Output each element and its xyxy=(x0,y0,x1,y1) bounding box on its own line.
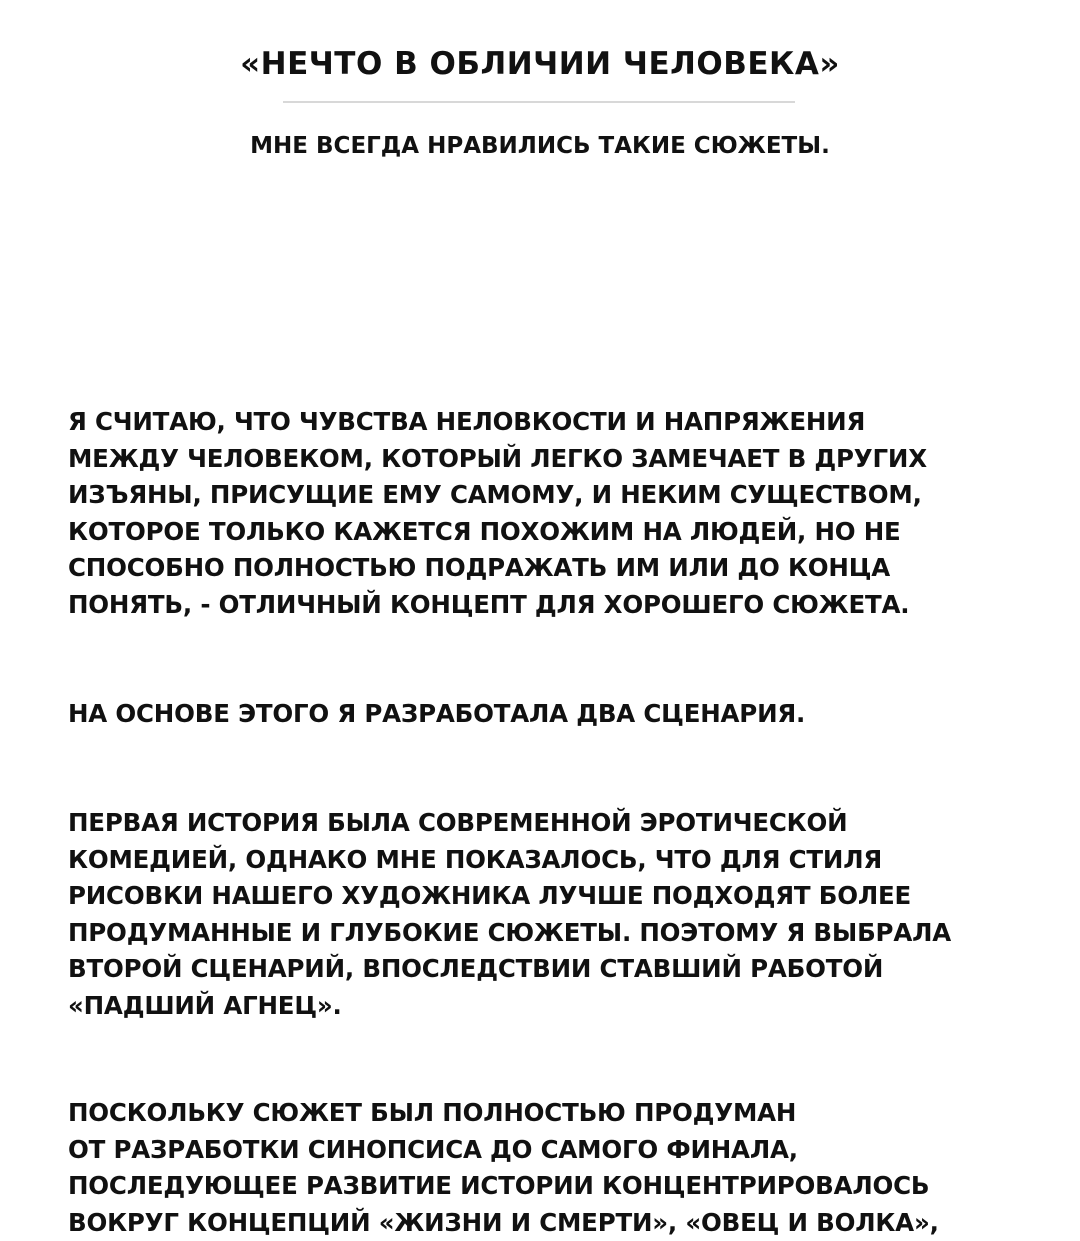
paragraph-concept: Я СЧИТАЮ, ЧТО ЧУВСТВА НЕЛОВКОСТИ И НАПРЯЖЕНИЯ МЕЖДУ ЧЕЛОВЕКОМ, КОТОРЫЙ ЛЕГКО ЗАМЕЧАЕТ В ДРУГИХ ИЗЪЯНЫ, ПРИСУЩИЕ ЕМУ САМОМУ, И НЕКИМ СУЩЕСТВОМ, КОТОРОЕ ТОЛЬКО КАЖЕТСЯ ПОХОЖИМ НА ЛЮДЕЙ, НО НЕ СПОСОБНО ПОЛНОСТЬЮ ПОДРАЖАТЬ ИМ ИЛИ ДО КОНЦА ПОНЯТЬ, - ОТЛИЧНЫЙ КОНЦЕПТ ДЛЯ ХОРОШЕГО СЮЖЕТА. xyxy=(68,407,927,619)
paragraph-scenarios: НА ОСНОВЕ ЭТОГО Я РАЗРАБОТАЛА ДВА СЦЕНАРИЯ. xyxy=(68,699,806,728)
page-subtitle: МНЕ ВСЕГДА НРАВИЛИСЬ ТАКИЕ СЮЖЕТЫ. xyxy=(250,133,830,159)
title-divider xyxy=(283,101,795,103)
page-title: «НЕЧТО В ОБЛИЧИИ ЧЕЛОВЕКА» xyxy=(240,46,840,82)
paragraph-plot-development: ПОСКОЛЬКУ СЮЖЕТ БЫЛ ПОЛНОСТЬЮ ПРОДУМАН ОТ РАЗРАБОТКИ СИНОПСИСА ДО САМОГО ФИНАЛА, ПОСЛЕДУЮЩЕЕ РАЗВИТИЕ ИСТОРИИ КОНЦЕНТРИРОВАЛОСЬ ВОКРУГ КОНЦЕПЦИЙ «ЖИЗНИ И СМЕРТИ», «ОВЕЦ И ВОЛКА», xyxy=(68,1098,939,1237)
paragraph-first-story: ПЕРВАЯ ИСТОРИЯ БЫЛА СОВРЕМЕННОЙ ЭРОТИЧЕСКОЙ КОМЕДИЕЙ, ОДНАКО МНЕ ПОКАЗАЛОСЬ, ЧТО ДЛЯ СТИЛЯ РИСОВКИ НАШЕГО ХУДОЖНИКА ЛУЧШЕ ПОДХОДЯТ БОЛЕЕ ПРОДУМАННЫЕ И ГЛУБОКИЕ СЮЖЕТЫ. ПОЭТОМУ Я ВЫБРАЛА ВТОРОЙ СЦЕНАРИЙ, ВПОСЛЕДСТВИИ СТАВШИЙ РАБОТОЙ «ПАДШИЙ АГНЕЦ». xyxy=(68,808,951,1020)
